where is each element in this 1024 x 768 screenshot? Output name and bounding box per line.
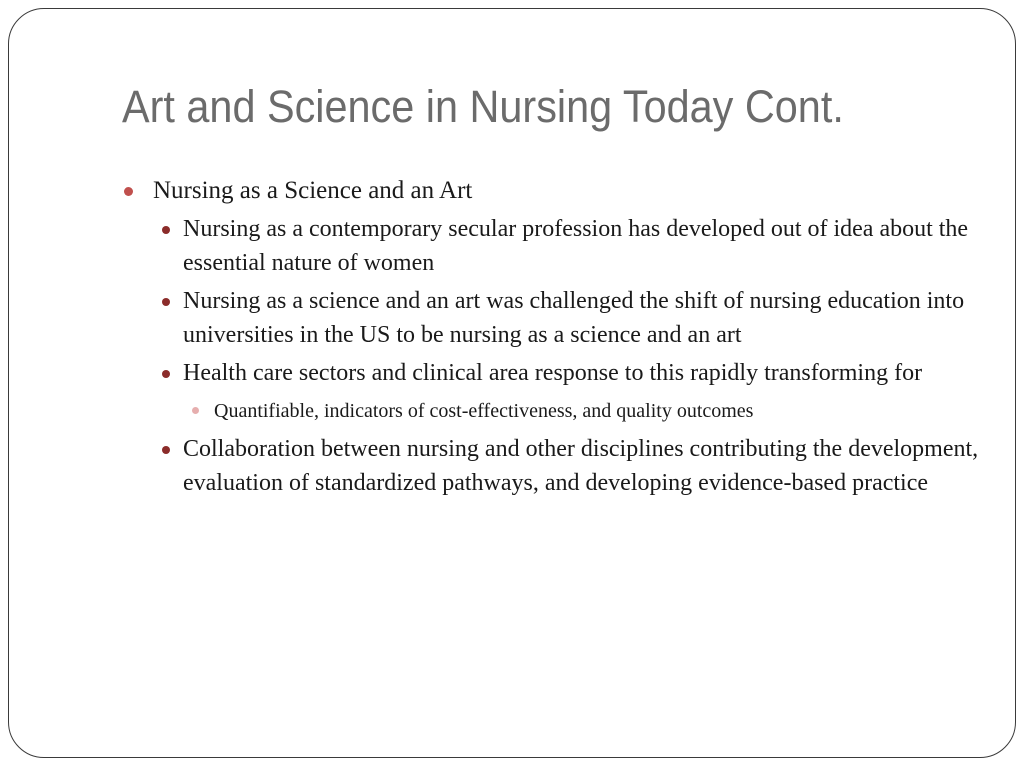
bullet-text: Collaboration between nursing and other disciplines contributing the development, evaluation of standardized pathways, and developing evidence-based practice (183, 436, 979, 496)
bullet-dot-icon (162, 226, 170, 234)
bullet-dot-icon (162, 298, 170, 306)
bullet-item-level2 (153, 212, 991, 280)
bullet-item-level1 (121, 174, 991, 208)
bullet-text: Nursing as a contemporary secular profession has developed out of idea about the essential nature of women (183, 216, 969, 276)
bullet-text: Quantifiable, indicators of cost-effectiveness, and quality outcomes (214, 400, 754, 422)
bullet-dot-icon (162, 446, 170, 454)
slide-title: Art and Science in Nursing Today Cont. (122, 81, 844, 132)
slide-frame (8, 8, 1016, 758)
bullet-text: Nursing as a Science and an Art (153, 177, 473, 204)
bullet-text: Health care sectors and clinical area response to this rapidly transforming for (183, 360, 923, 386)
bullet-item-level3 (183, 394, 991, 428)
bullet-dot-icon (192, 407, 199, 414)
bullet-dot-icon (124, 187, 133, 196)
bullet-item-level2 (153, 356, 991, 390)
slide-content (121, 174, 991, 500)
bullet-text: Nursing as a science and an art was challenged the shift of nursing education into universities in the US to be nursing as a science and an art (183, 288, 965, 348)
bullet-item-level2 (153, 432, 991, 500)
bullet-dot-icon (162, 370, 170, 378)
bullet-item-level2 (153, 284, 991, 352)
